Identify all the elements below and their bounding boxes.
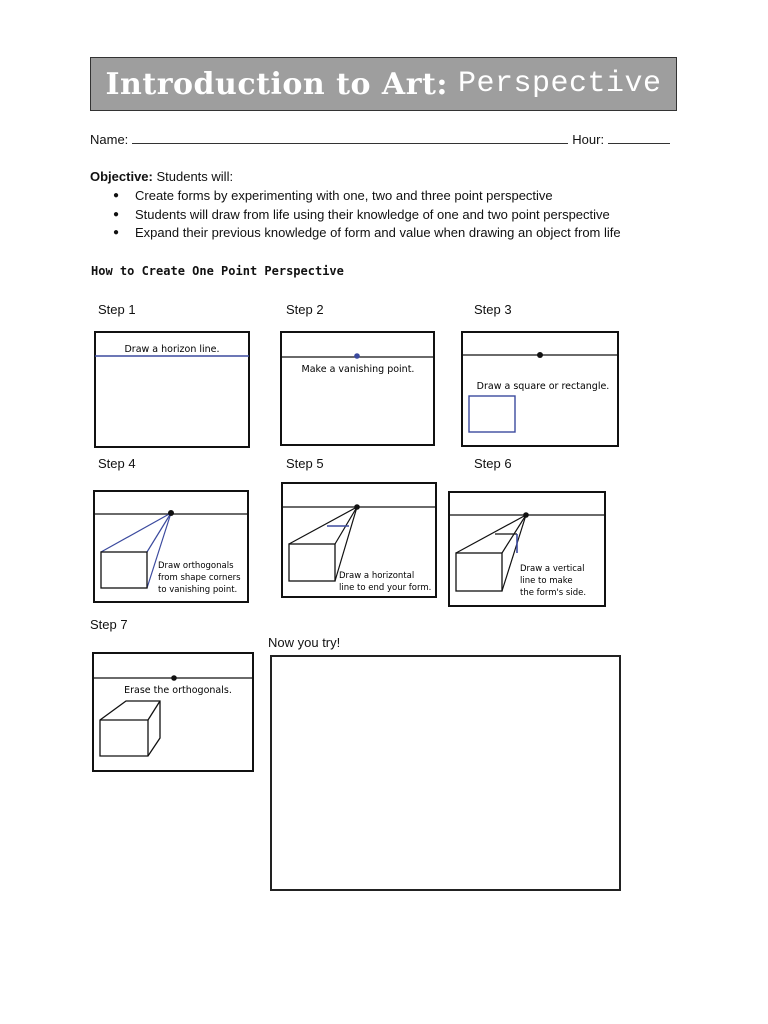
step-2-illustration [280, 331, 435, 446]
hour-label: Hour: [572, 132, 605, 147]
step-6-label: Step 6 [474, 456, 512, 471]
step-5-caption: Draw a horizontal line to end your form. [339, 571, 432, 593]
section-heading: How to Create One Point Perspective [91, 264, 344, 278]
step-4-illustration [93, 490, 249, 603]
practice-drawing-area[interactable] [270, 655, 621, 891]
name-label: Name: [90, 132, 129, 147]
title-bold-text: Introduction to Art: [105, 66, 448, 102]
step-2-caption: Make a vanishing point. [301, 364, 415, 375]
step-4-label: Step 4 [98, 456, 136, 471]
name-field[interactable] [132, 131, 568, 144]
objective-label: Objective: [90, 169, 153, 184]
list-item: ● Expand their previous knowledge of form and value when drawing an object from life [113, 225, 621, 240]
title-light-text: Perspective [457, 67, 662, 101]
hour-field[interactable] [608, 131, 670, 144]
list-item: ● Create forms by experimenting with one, two and three point perspective [113, 188, 553, 203]
objective-intro: Students will: [156, 169, 234, 184]
name-hour-row [90, 131, 680, 147]
step-7-caption: Erase the orthogonals. [124, 685, 232, 696]
list-item: ● Students will draw from life using their knowledge of one and two point perspective [113, 206, 610, 222]
vanishing-point [354, 353, 360, 359]
step-1-caption: Draw a horizon line. [124, 344, 220, 355]
practice-label: Now you try! [268, 635, 341, 650]
step-2-label: Step 2 [286, 302, 324, 317]
step-4-caption: Draw orthogonals from shape corners to vanishing point. [158, 561, 241, 595]
step-3-caption: Draw a square or rectangle. [476, 381, 610, 392]
step-3-label: Step 3 [474, 302, 512, 317]
objective-line [90, 169, 233, 184]
vanishing-point [537, 352, 543, 358]
step-7-illustration [92, 652, 254, 772]
step-3-illustration [461, 331, 619, 447]
step-1-illustration [94, 331, 250, 448]
step-1-label: Step 1 [98, 302, 136, 317]
title-banner [90, 57, 677, 111]
objective-list [113, 188, 621, 244]
step-6-caption: Draw a vertical line to make the form's side. [520, 564, 587, 598]
step-6-illustration [448, 491, 606, 607]
step-5-label: Step 5 [286, 456, 324, 471]
step-5-illustration [281, 482, 437, 598]
step-7-label: Step 7 [90, 617, 128, 632]
